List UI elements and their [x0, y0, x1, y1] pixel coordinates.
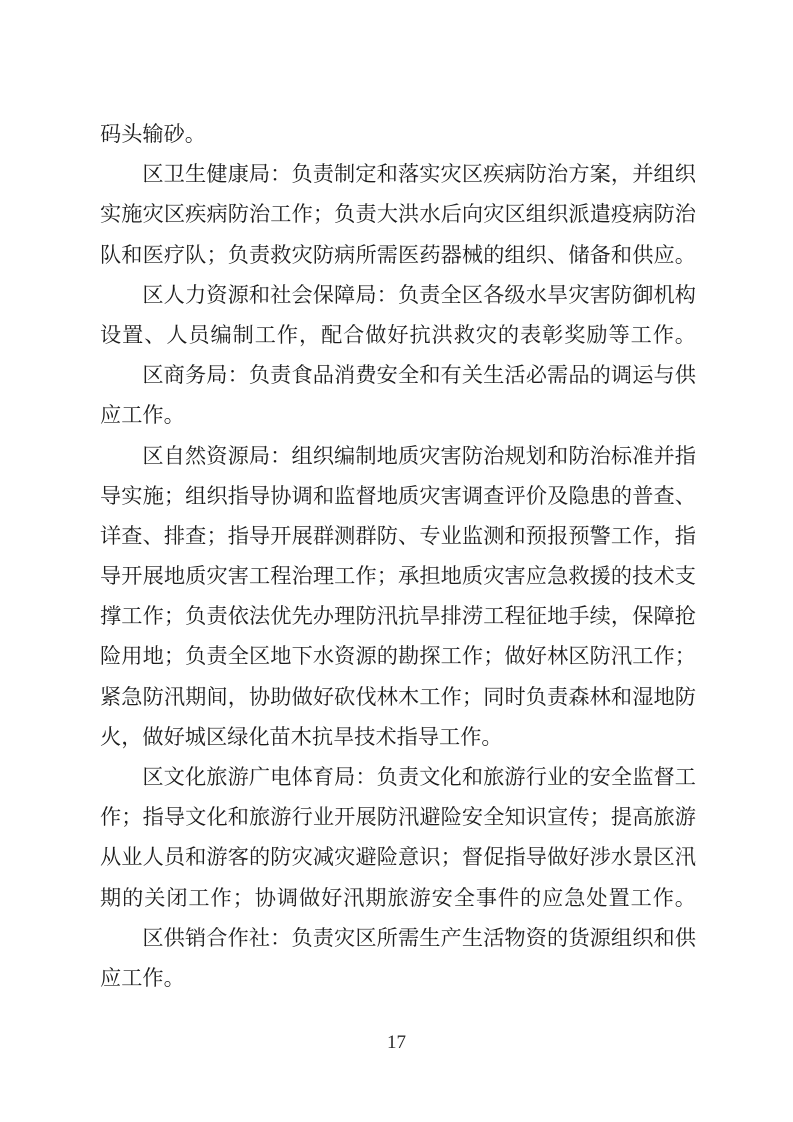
text-line: 应工作。: [100, 403, 185, 428]
text-line: 期的关闭工作；协调做好汛期旅游安全事件的应急处置工作。: [100, 885, 696, 910]
text-line: 应工作。: [100, 965, 185, 990]
text-line: 导开展地质灾害工程治理工作；承担地质灾害应急救援的技术支: [100, 564, 696, 589]
text-line: 区卫生健康局：负责制定和落实灾区疾病防治方案，并组织: [142, 162, 696, 187]
text-line: 详查、排查；指导开展群测群防、专业监测和预报预警工作，指: [100, 523, 696, 548]
text-line: 险用地；负责全区地下水资源的勘探工作；做好林区防汛工作；: [100, 644, 696, 669]
text-line: 实施灾区疾病防治工作；负责大洪水后向灾区组织派遣疫病防治: [100, 202, 696, 227]
text-line: 从业人员和游客的防灾减灾避险意识；督促指导做好涉水景区汛: [100, 845, 696, 870]
text-line: 区供销合作社：负责灾区所需生产生活物资的货源组织和供: [142, 925, 696, 950]
text-line: 紧急防汛期间，协助做好砍伐林木工作；同时负责森林和湿地防: [100, 684, 696, 709]
text-line: 作；指导文化和旅游行业开展防汛避险安全知识宣传；提高旅游: [100, 805, 696, 830]
text-line: 火，做好城区绿化苗木抗旱技术指导工作。: [100, 724, 503, 749]
text-line: 区自然资源局：组织编制地质灾害防治规划和防治标准并指: [142, 443, 696, 468]
text-line: 码头输砂。: [100, 122, 206, 146]
page-number: 17: [387, 1032, 406, 1053]
document-body: [100, 114, 696, 998]
text-line: 区人力资源和社会保障局：负责全区各级水旱灾害防御机构: [142, 282, 696, 307]
text-line: 撑工作；负责依法优先办理防汛抗旱排涝工程征地手续，保障抢: [100, 604, 696, 629]
text-line: 区商务局：负责食品消费安全和有关生活必需品的调运与供: [142, 363, 696, 388]
text-line: 区文化旅游广电体育局：负责文化和旅游行业的安全监督工: [142, 765, 696, 789]
text-line: 队和医疗队；负责救灾防病所需医药器械的组织、储备和供应。: [100, 242, 696, 267]
text-line: 导实施；组织指导协调和监督地质灾害调查评价及隐患的普查、: [100, 483, 696, 508]
text-line: 设置、人员编制工作，配合做好抗洪救灾的表彰奖励等工作。: [100, 322, 696, 347]
